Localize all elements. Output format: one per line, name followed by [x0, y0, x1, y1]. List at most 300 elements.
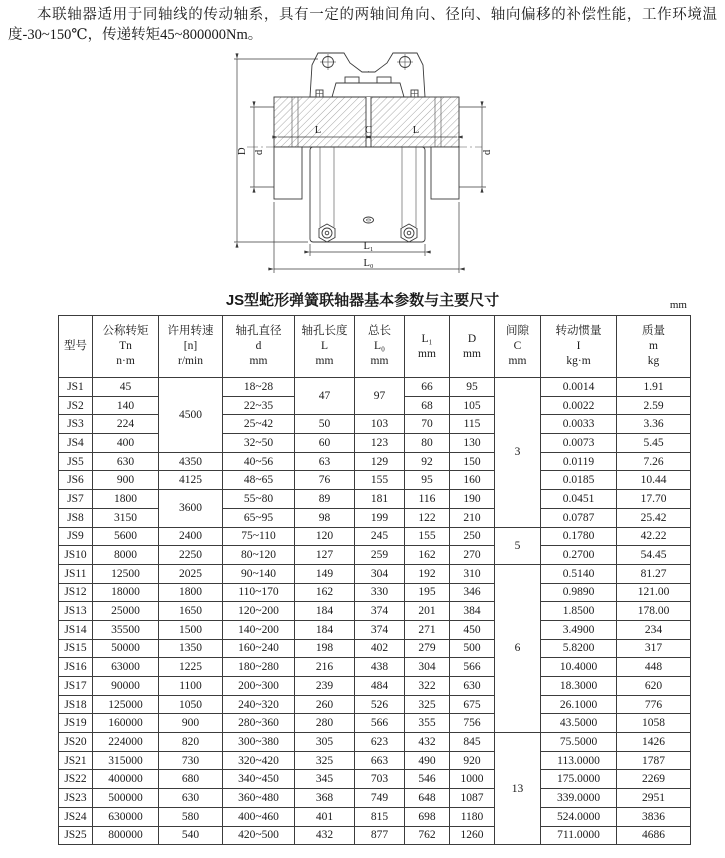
table-cell: 339.0000	[541, 789, 617, 808]
table-cell: 317	[617, 639, 691, 658]
table-cell: 10.4000	[541, 658, 617, 677]
column-header	[617, 316, 691, 378]
table-cell: 0.0022	[541, 396, 617, 415]
table-cell: 35500	[93, 620, 159, 639]
column-header-line: mm	[418, 347, 436, 360]
table-row	[59, 583, 691, 602]
column-header-line: 总长	[368, 325, 391, 337]
table-cell: 0.9890	[541, 583, 617, 602]
table-cell: 1050	[159, 695, 223, 714]
table-cell: 5.45	[617, 434, 691, 453]
column-header-line: mm	[249, 355, 268, 367]
table-cell: 345	[295, 770, 355, 789]
table-cell: 703	[355, 770, 405, 789]
table-cell: 623	[355, 733, 405, 752]
table-cell: 920	[450, 751, 495, 770]
table-cell: 5600	[93, 527, 159, 546]
table-cell: 90~140	[223, 564, 295, 583]
table-cell: 900	[93, 471, 159, 490]
table-cell: 500000	[93, 789, 159, 808]
table-cell: 310	[450, 564, 495, 583]
dim-label-D: D	[236, 147, 248, 155]
column-header	[495, 316, 541, 378]
table-cell: 259	[355, 546, 405, 565]
column-header-line: mm	[370, 355, 389, 367]
table-cell: 566	[355, 714, 405, 733]
table-cell: 25~42	[223, 415, 295, 434]
table-cell: 1225	[159, 658, 223, 677]
table-cell: 121.00	[617, 583, 691, 602]
column-header-line: 转动惯量	[555, 325, 602, 337]
table-cell: 1350	[159, 639, 223, 658]
table-cell: 224000	[93, 733, 159, 752]
table-cell: 2025	[159, 564, 223, 583]
column-header-line: mm	[315, 355, 334, 367]
table-cell: 675	[450, 695, 495, 714]
dim-label-L-left: L	[314, 125, 321, 136]
table-cell: 2269	[617, 770, 691, 789]
table-cell: JS14	[59, 620, 93, 639]
column-header-line: mm	[463, 347, 481, 360]
table-cell: 1100	[159, 677, 223, 696]
column-header-line: L₁	[421, 332, 433, 345]
table-cell: 75.5000	[541, 733, 617, 752]
table-cell: 32~50	[223, 434, 295, 453]
table-cell: 198	[295, 639, 355, 658]
column-header-line: r/min	[178, 355, 203, 367]
table-cell: JS1	[59, 378, 93, 397]
column-header	[59, 316, 93, 378]
table-cell: 160~240	[223, 639, 295, 658]
table-cell: 123	[355, 434, 405, 453]
table-cell: 3600	[159, 490, 223, 527]
table-cell: 304	[355, 564, 405, 583]
table-cell: 1000	[450, 770, 495, 789]
intro-paragraph: 本联轴器适用于同轴线的传动轴系，具有一定的两轴间角向、径向、轴向偏移的补偿性能，工作环境温度-30~150℃，传递转矩45~800000Nm。	[8, 7, 717, 43]
table-cell: 140~200	[223, 620, 295, 639]
table-cell: 279	[405, 639, 450, 658]
table-cell: 184	[295, 602, 355, 621]
table-cell: 698	[405, 807, 450, 826]
table-cell: 0.0119	[541, 452, 617, 471]
table-cell: 374	[355, 602, 405, 621]
table-row	[59, 564, 691, 583]
hub-left	[274, 147, 302, 199]
column-header-line: 轴孔长度	[301, 325, 348, 337]
table-row	[59, 751, 691, 770]
table-title: JS型蛇形弹簧联轴器基本参数与主要尺寸	[225, 292, 500, 309]
table-cell: 55~80	[223, 490, 295, 509]
column-header-line: Tn	[119, 340, 132, 352]
column-header	[159, 316, 223, 378]
table-cell: 630000	[93, 807, 159, 826]
clamp-bolt-left	[316, 90, 323, 97]
table-cell: 184	[295, 620, 355, 639]
table-cell: 490	[405, 751, 450, 770]
table-cell: 50000	[93, 639, 159, 658]
table-cell: 315000	[93, 751, 159, 770]
table-cell: 0.0787	[541, 508, 617, 527]
table-row	[59, 508, 691, 527]
table-cell: JS22	[59, 770, 93, 789]
table-cell: 401	[295, 807, 355, 826]
table-cell: 630	[159, 789, 223, 808]
table-cell: 5	[495, 527, 541, 564]
column-header-line: D	[467, 332, 477, 345]
table-cell: 195	[405, 583, 450, 602]
table-cell: 201	[405, 602, 450, 621]
table-cell: 22~35	[223, 396, 295, 415]
table-cell: 346	[450, 583, 495, 602]
dim-label-L0: L₀	[362, 258, 374, 269]
table-cell: 4125	[159, 471, 223, 490]
table-cell: 68	[405, 396, 450, 415]
table-cell: JS6	[59, 471, 93, 490]
table-cell: JS5	[59, 452, 93, 471]
table-cell: 150	[450, 452, 495, 471]
table-cell: 89	[295, 490, 355, 509]
table-cell: 1.8500	[541, 602, 617, 621]
header-row	[59, 316, 691, 378]
table-cell: 80~120	[223, 546, 295, 565]
table-cell: 216	[295, 658, 355, 677]
table-cell: 0.0073	[541, 434, 617, 453]
table-cell: 524.0000	[541, 807, 617, 826]
table-cell: 402	[355, 639, 405, 658]
table-cell: 1260	[450, 826, 495, 845]
table-cell: 526	[355, 695, 405, 714]
table-cell: JS21	[59, 751, 93, 770]
table-cell: 756	[450, 714, 495, 733]
table-cell: 663	[355, 751, 405, 770]
table-cell: JS24	[59, 807, 93, 826]
table-cell: 630	[450, 677, 495, 696]
spring-cover	[332, 83, 404, 97]
table-cell: 877	[355, 826, 405, 845]
column-header-line: L₀	[373, 340, 386, 352]
column-header-line: [n]	[183, 340, 198, 352]
table-cell: 4686	[617, 826, 691, 845]
table-cell: 160000	[93, 714, 159, 733]
table-cell: 90000	[93, 677, 159, 696]
table-cell: 330	[355, 583, 405, 602]
spec-table	[58, 315, 691, 845]
cover-clamp-left	[345, 77, 359, 83]
column-header-line: I	[576, 340, 581, 352]
table-cell: 374	[355, 620, 405, 639]
table-cell: 320~420	[223, 751, 295, 770]
table-row	[59, 471, 691, 490]
table-cell: 10.44	[617, 471, 691, 490]
spec-table-head	[59, 316, 691, 378]
table-cell: JS9	[59, 527, 93, 546]
table-cell: 98	[295, 508, 355, 527]
table-cell: JS18	[59, 695, 93, 714]
table-cell: 1800	[159, 583, 223, 602]
table-cell: 800000	[93, 826, 159, 845]
cover-clamp-right	[377, 77, 391, 83]
dim-label-C: C	[364, 125, 372, 136]
table-cell: 1426	[617, 733, 691, 752]
table-cell: 566	[450, 658, 495, 677]
table-cell: 120~200	[223, 602, 295, 621]
table-cell: 162	[295, 583, 355, 602]
table-cell: 175.0000	[541, 770, 617, 789]
table-cell: 2951	[617, 789, 691, 808]
table-row	[59, 733, 691, 752]
column-header-line: kg·m	[566, 355, 591, 367]
table-cell: 129	[355, 452, 405, 471]
table-cell: 340~450	[223, 770, 295, 789]
dim-label-d-right: d	[481, 149, 493, 155]
column-header-line: 许用转速	[167, 325, 214, 337]
table-cell: 17.70	[617, 490, 691, 509]
table-cell: 2.59	[617, 396, 691, 415]
table-cell: 97	[355, 378, 405, 415]
table-cell: JS10	[59, 546, 93, 565]
table-cell: 210	[450, 508, 495, 527]
table-cell: 0.0033	[541, 415, 617, 434]
table-cell: 125000	[93, 695, 159, 714]
table-cell: 2250	[159, 546, 223, 565]
table-cell: 0.5140	[541, 564, 617, 583]
table-cell: 300~380	[223, 733, 295, 752]
column-header-line: d	[255, 340, 262, 352]
column-header-line: L	[320, 340, 329, 352]
table-row	[59, 527, 691, 546]
table-row	[59, 826, 691, 845]
table-cell: 1787	[617, 751, 691, 770]
table-cell: 776	[617, 695, 691, 714]
table-cell: 105	[450, 396, 495, 415]
table-cell: 3.4900	[541, 620, 617, 639]
shroud-bolt-right	[401, 224, 417, 242]
table-cell: 484	[355, 677, 405, 696]
table-cell: JS12	[59, 583, 93, 602]
table-cell: 18.3000	[541, 677, 617, 696]
table-cell: 432	[295, 826, 355, 845]
table-cell: JS11	[59, 564, 93, 583]
table-row	[59, 677, 691, 696]
table-cell: JS8	[59, 508, 93, 527]
table-cell: JS19	[59, 714, 93, 733]
column-header	[223, 316, 295, 378]
table-cell: 0.2700	[541, 546, 617, 565]
table-cell: 181	[355, 490, 405, 509]
table-cell: 432	[405, 733, 450, 752]
table-cell: 95	[450, 378, 495, 397]
table-cell: 762	[405, 826, 450, 845]
table-cell: 47	[295, 378, 355, 415]
table-cell: 149	[295, 564, 355, 583]
table-cell: 845	[450, 733, 495, 752]
table-cell: 0.0185	[541, 471, 617, 490]
table-cell: 192	[405, 564, 450, 583]
table-cell: 25.42	[617, 508, 691, 527]
table-cell: 3150	[93, 508, 159, 527]
table-cell: JS25	[59, 826, 93, 845]
table-cell: 115	[450, 415, 495, 434]
table-cell: JS4	[59, 434, 93, 453]
table-cell: 820	[159, 733, 223, 752]
table-cell: 140	[93, 396, 159, 415]
table-cell: 180~280	[223, 658, 295, 677]
table-cell: 25000	[93, 602, 159, 621]
table-cell: 42.22	[617, 527, 691, 546]
table-cell: 130	[450, 434, 495, 453]
table-cell: 580	[159, 807, 223, 826]
table-cell: 6	[495, 564, 541, 732]
table-cell: 648	[405, 789, 450, 808]
table-cell: 240~320	[223, 695, 295, 714]
table-cell: 224	[93, 415, 159, 434]
table-cell: 48~65	[223, 471, 295, 490]
table-cell: 438	[355, 658, 405, 677]
dim-label-L-right: L	[412, 125, 419, 136]
table-cell: 95	[405, 471, 450, 490]
table-cell: JS15	[59, 639, 93, 658]
table-cell: 199	[355, 508, 405, 527]
table-cell: 448	[617, 658, 691, 677]
table-cell: JS17	[59, 677, 93, 696]
table-cell: 80	[405, 434, 450, 453]
table-cell: 680	[159, 770, 223, 789]
spec-table-body	[59, 378, 691, 845]
dim-label-d-left: d	[253, 149, 265, 155]
column-header-line: n·m	[116, 355, 135, 367]
table-cell: 815	[355, 807, 405, 826]
table-cell: 1087	[450, 789, 495, 808]
hub-right	[431, 147, 459, 199]
table-cell: 5.8200	[541, 639, 617, 658]
column-header-line: 轴孔直径	[235, 325, 282, 337]
table-row	[59, 434, 691, 453]
table-cell: 384	[450, 602, 495, 621]
table-cell: 50	[295, 415, 355, 434]
table-cell: 13	[495, 733, 541, 845]
table-cell: 8000	[93, 546, 159, 565]
table-cell: 450	[450, 620, 495, 639]
table-cell: 540	[159, 826, 223, 845]
table-cell: 63000	[93, 658, 159, 677]
table-cell: 63	[295, 452, 355, 471]
table-cell: 75~110	[223, 527, 295, 546]
table-cell: JS3	[59, 415, 93, 434]
table-cell: 4500	[159, 378, 223, 453]
table-cell: 43.5000	[541, 714, 617, 733]
table-cell: 120	[295, 527, 355, 546]
table-cell: 178.00	[617, 602, 691, 621]
table-cell: 304	[405, 658, 450, 677]
table-cell: 360~480	[223, 789, 295, 808]
table-cell: 2400	[159, 527, 223, 546]
table-cell: 325	[405, 695, 450, 714]
table-cell: 0.1780	[541, 527, 617, 546]
table-cell: 250	[450, 527, 495, 546]
table-cell: 620	[617, 677, 691, 696]
table-cell: 110~170	[223, 583, 295, 602]
table-cell: 155	[405, 527, 450, 546]
table-cell: 12500	[93, 564, 159, 583]
table-cell: 630	[93, 452, 159, 471]
table-cell: 3836	[617, 807, 691, 826]
table-row	[59, 602, 691, 621]
column-header-line: 质量	[642, 325, 665, 337]
table-cell: 70	[405, 415, 450, 434]
column-header	[93, 316, 159, 378]
table-cell: 1650	[159, 602, 223, 621]
column-header-line: 型号	[64, 340, 87, 352]
table-cell: 127	[295, 546, 355, 565]
table-row	[59, 546, 691, 565]
table-cell: JS20	[59, 733, 93, 752]
table-row	[59, 658, 691, 677]
column-header-line: m	[649, 340, 658, 352]
table-row	[59, 490, 691, 509]
table-cell: 730	[159, 751, 223, 770]
table-cell: 103	[355, 415, 405, 434]
table-cell: 4350	[159, 452, 223, 471]
table-cell: 322	[405, 677, 450, 696]
table-cell: JS23	[59, 789, 93, 808]
column-header-line: 公称转矩	[102, 325, 149, 337]
table-cell: 81.27	[617, 564, 691, 583]
table-cell: 900	[159, 714, 223, 733]
column-header	[295, 316, 355, 378]
table-cell: 1.91	[617, 378, 691, 397]
table-row	[59, 714, 691, 733]
column-header	[541, 316, 617, 378]
table-cell: 113.0000	[541, 751, 617, 770]
table-cell: 711.0000	[541, 826, 617, 845]
table-cell: 270	[450, 546, 495, 565]
table-cell: 0.0451	[541, 490, 617, 509]
table-cell: 355	[405, 714, 450, 733]
table-cell: JS2	[59, 396, 93, 415]
table-cell: 60	[295, 434, 355, 453]
table-cell: 1058	[617, 714, 691, 733]
table-row	[59, 378, 691, 397]
table-cell: 1800	[93, 490, 159, 509]
table-cell: 92	[405, 452, 450, 471]
shroud-bolt-left	[319, 224, 335, 242]
column-header	[405, 316, 450, 378]
table-cell: 18~28	[223, 378, 295, 397]
table-cell: 500	[450, 639, 495, 658]
column-header-line: kg	[647, 355, 660, 367]
table-cell: 280	[295, 714, 355, 733]
table-cell: 368	[295, 789, 355, 808]
table-row	[59, 807, 691, 826]
table-row	[59, 415, 691, 434]
table-cell: 54.45	[617, 546, 691, 565]
table-cell: 116	[405, 490, 450, 509]
table-cell: 234	[617, 620, 691, 639]
table-cell: JS16	[59, 658, 93, 677]
table-cell: 155	[355, 471, 405, 490]
table-cell: 239	[295, 677, 355, 696]
table-row	[59, 770, 691, 789]
table-cell: 162	[405, 546, 450, 565]
table-cell: 400	[93, 434, 159, 453]
table-cell: 400~460	[223, 807, 295, 826]
table-cell: 40~56	[223, 452, 295, 471]
table-cell: 190	[450, 490, 495, 509]
table-row	[59, 620, 691, 639]
table-cell: 260	[295, 695, 355, 714]
table-cell: 400000	[93, 770, 159, 789]
column-header-line: mm	[508, 355, 527, 367]
